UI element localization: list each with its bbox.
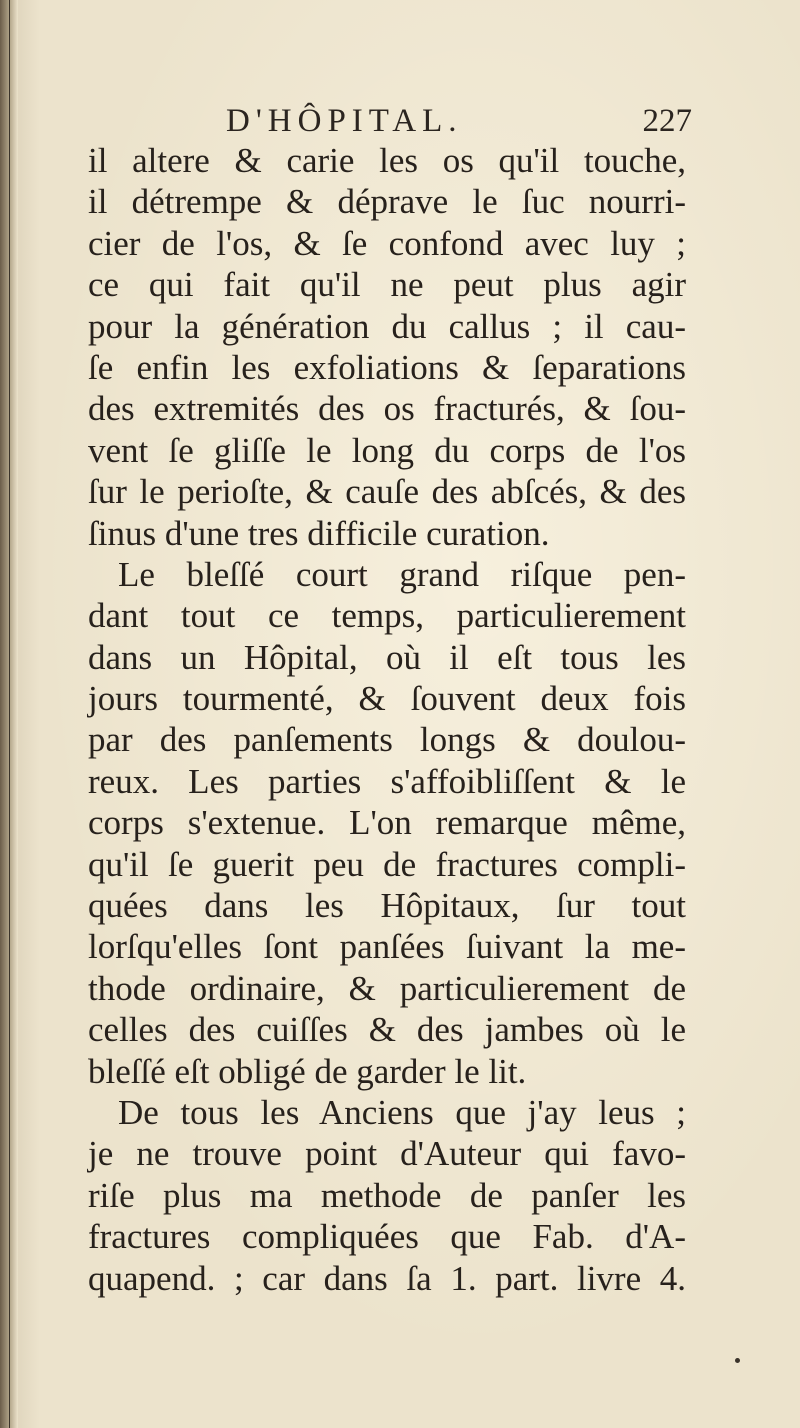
text-line: cier de l'os, & ſe confond avec luy ; <box>88 223 686 263</box>
text-line: jours tourmenté, & ſouvent deux fois <box>88 679 686 719</box>
text-line: quées dans les Hôpitaux, ſur tout <box>88 886 686 926</box>
text-line: reux. Les parties s'affoibliſſent & le <box>88 761 686 801</box>
text-line: par des panſements longs & doulou- <box>88 720 686 760</box>
text-line: Le bleſſé court grand riſque pen- <box>118 554 686 594</box>
text-line: qu'il ſe guerit peu de fractures compli- <box>88 844 686 884</box>
text-line: bleſſé eſt obligé de garder le lit. <box>88 1051 527 1091</box>
page-header <box>90 103 690 143</box>
spine-edge <box>9 0 10 1428</box>
text-line: vent ſe gliſſe le long du corps de l'os <box>88 430 686 470</box>
text-line: des extremités des os fracturés, & ſou- <box>88 389 686 429</box>
text-line: ſur le perioſte, & cauſe des abſcés, & des <box>88 472 686 512</box>
running-head: D'HÔPITAL. <box>226 103 463 139</box>
body-text <box>88 140 686 1299</box>
text-line: thode ordinaire, & particulierement de <box>88 968 686 1008</box>
text-line: dant tout ce temps, particulierement <box>88 596 686 636</box>
text-line: il détrempe & déprave le ſuc nourri- <box>88 182 686 222</box>
text-line: ſe enfin les exfoliations & ſeparations <box>88 347 686 387</box>
text-line: pour la génération du callus ; il cau- <box>88 306 686 346</box>
page-number: 227 <box>642 103 692 139</box>
text-line: ſinus d'une tres difficile curation. <box>88 513 550 553</box>
text-line: lorſqu'elles ſont panſées ſuivant la me- <box>88 927 686 967</box>
text-line: il altere & carie les os qu'il touche, <box>88 141 686 180</box>
text-line: celles des cuiſſes & des jambes où le <box>88 1010 686 1050</box>
text-line: fractures compliquées que Fab. d'A- <box>88 1217 686 1257</box>
text-line: corps s'extenue. L'on remarque même, <box>88 803 686 843</box>
text-line: riſe plus ma methode de panſer les <box>88 1175 686 1215</box>
text-line: ce qui fait qu'il ne peut plus agir <box>88 265 686 305</box>
text-line: De tous les Anciens que j'ay leus ; <box>118 1092 686 1132</box>
ink-speck <box>735 1358 740 1363</box>
text-line: dans un Hôpital, où il eſt tous les <box>88 637 686 677</box>
text-line: quapend. ; car dans ſa 1. part. livre 4. <box>88 1258 686 1298</box>
text-line: je ne trouve point d'Auteur qui favo- <box>88 1134 686 1174</box>
